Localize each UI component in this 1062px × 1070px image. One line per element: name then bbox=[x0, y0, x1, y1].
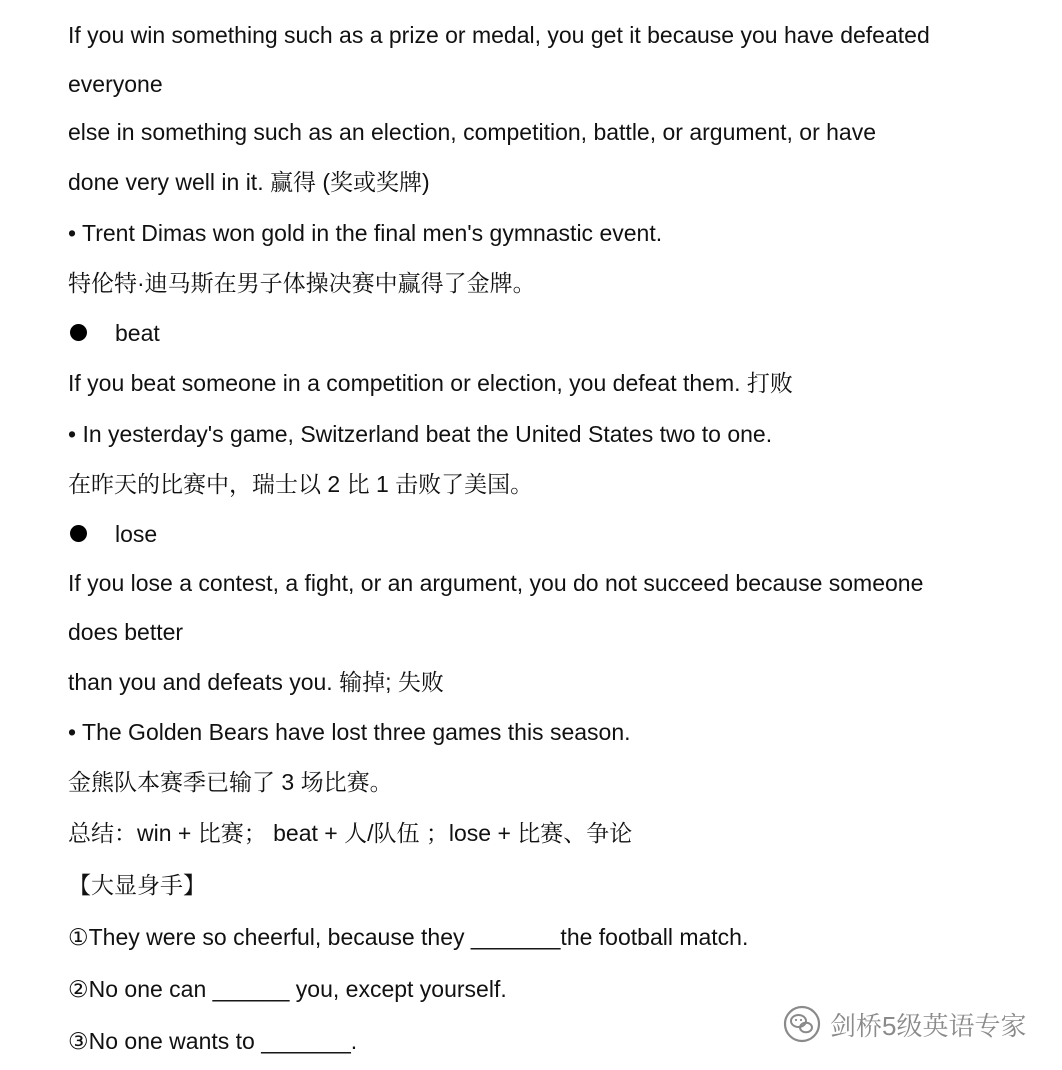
win-example-english: • Trent Dimas won gold in the final men's gymnastic event. bbox=[68, 220, 663, 246]
lose-example-english: • The Golden Bears have lost three games this season. bbox=[68, 719, 631, 745]
win-example-chinese: 特伦特·迪马斯在男子体操决赛中赢得了金牌。 bbox=[68, 270, 536, 296]
win-definition-line-1: If you win something such as a prize or medal, you get it because you have defeated bbox=[68, 22, 930, 48]
win-definition-line-2: everyone bbox=[68, 71, 163, 97]
lose-definition-line-1: If you lose a contest, a fight, or an argument, you do not succeed because someone bbox=[68, 570, 924, 596]
lose-example-chinese: 金熊队本赛季已输了 3 场比赛。 bbox=[68, 769, 393, 795]
exercise-question-3: ③No one wants to _______. bbox=[68, 1028, 358, 1054]
lose-definition-line-3: than you and defeats you. 输掉; 失败 bbox=[68, 669, 444, 695]
beat-definition: If you beat someone in a competition or election, you defeat them. 打败 bbox=[68, 370, 793, 396]
win-definition-line-3: else in something such as an election, competition, battle, or argument, or have bbox=[68, 119, 877, 145]
bullet-dot-lose bbox=[70, 525, 87, 542]
wechat-icon bbox=[782, 1004, 822, 1044]
beat-example-chinese: 在昨天的比赛中，瑞士以 2 比 1 击败了美国。 bbox=[68, 471, 534, 497]
exercise-question-2: ②No one can ______ you, except yourself. bbox=[68, 976, 507, 1002]
summary-line: 总结：win + 比赛； beat + 人/队伍 ；lose + 比赛、争论 bbox=[68, 820, 633, 846]
bullet-dot-beat bbox=[70, 324, 87, 341]
win-definition-line-4: done very well in it. 赢得 (奖或奖牌) bbox=[68, 169, 430, 195]
lose-definition-line-2: does better bbox=[68, 619, 184, 645]
watermark bbox=[782, 1004, 1026, 1044]
exercise-title: 【大显身手】 bbox=[68, 872, 206, 898]
beat-example-english: • In yesterday's game, Switzerland beat the United States two to one. bbox=[68, 421, 773, 447]
watermark-text: 剑桥5级英语专家 bbox=[830, 1010, 1027, 1041]
heading-beat: beat bbox=[115, 320, 160, 346]
exercise-question-1: ①They were so cheerful, because they _______the football match. bbox=[68, 924, 749, 950]
heading-lose: lose bbox=[115, 521, 158, 547]
